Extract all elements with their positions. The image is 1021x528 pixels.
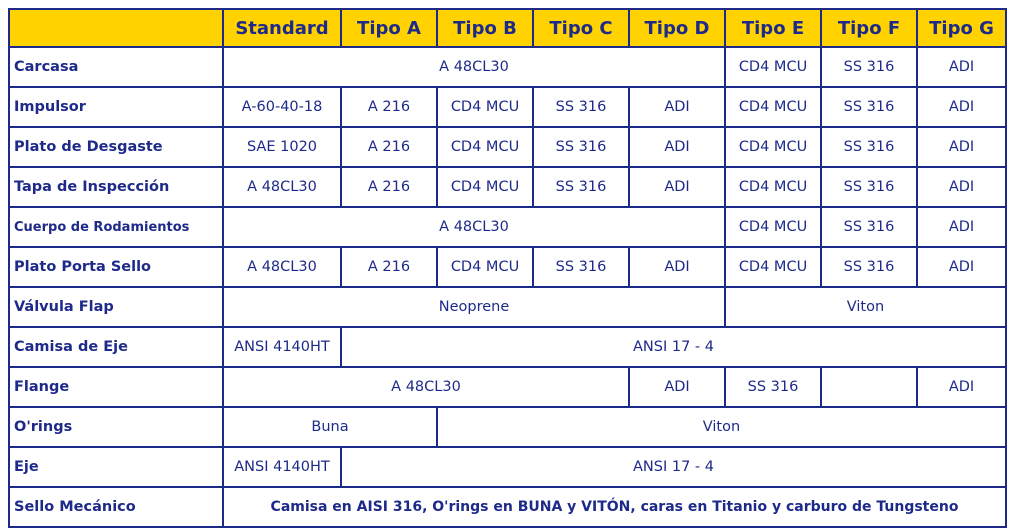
row-label: Impulsor (9, 87, 223, 127)
header-tipo-b: Tipo B (437, 9, 533, 47)
table-cell: SS 316 (533, 247, 629, 287)
table-cell: SS 316 (533, 127, 629, 167)
table-cell: SS 316 (725, 367, 821, 407)
row-label: Plato de Desgaste (9, 127, 223, 167)
table-cell: CD4 MCU (437, 87, 533, 127)
table-cell: ADI (629, 367, 725, 407)
table-cell: A 48CL30 (223, 47, 725, 87)
row-label: Tapa de Inspección (9, 167, 223, 207)
row-label: Eje (9, 447, 223, 487)
table-row (9, 247, 1006, 287)
table-cell: ANSI 4140HT (223, 327, 341, 367)
table-cell: Camisa en AISI 316, O'rings en BUNA y VITÓN, caras en Titanio y carburo de Tungsteno (223, 487, 1006, 527)
header-tipo-d: Tipo D (629, 9, 725, 47)
table-cell: A 216 (341, 247, 437, 287)
table-cell: SAE 1020 (223, 127, 341, 167)
table-row (9, 207, 1006, 247)
table-cell (821, 367, 917, 407)
table-row (9, 287, 1006, 327)
table-cell: ADI (917, 247, 1006, 287)
table-row (9, 87, 1006, 127)
table-cell: A-60-40-18 (223, 87, 341, 127)
header-tipo-c: Tipo C (533, 9, 629, 47)
table-cell: ADI (917, 207, 1006, 247)
table-cell: CD4 MCU (725, 207, 821, 247)
row-label: Carcasa (9, 47, 223, 87)
table-cell: CD4 MCU (437, 167, 533, 207)
table-cell: ANSI 4140HT (223, 447, 341, 487)
header-row (9, 9, 1006, 47)
table-cell: ADI (917, 87, 1006, 127)
table-cell: ADI (917, 127, 1006, 167)
table-cell: SS 316 (533, 167, 629, 207)
header-tipo-a: Tipo A (341, 9, 437, 47)
row-label: Camisa de Eje (9, 327, 223, 367)
table-cell: CD4 MCU (725, 167, 821, 207)
materials-table (8, 8, 1007, 528)
table-cell: CD4 MCU (725, 247, 821, 287)
table-cell: CD4 MCU (725, 47, 821, 87)
table-cell: A 216 (341, 127, 437, 167)
header-tipo-f: Tipo F (821, 9, 917, 47)
table-cell: ADI (629, 167, 725, 207)
header-standard: Standard (223, 9, 341, 47)
table-cell: SS 316 (821, 207, 917, 247)
row-label: Plato Porta Sello (9, 247, 223, 287)
table-cell: ADI (917, 167, 1006, 207)
header-tipo-g: Tipo G (917, 9, 1006, 47)
row-label: O'rings (9, 407, 223, 447)
table-cell: A 216 (341, 87, 437, 127)
table-row (9, 367, 1006, 407)
table-cell: SS 316 (821, 167, 917, 207)
table-cell: ANSI 17 - 4 (341, 327, 1006, 367)
table-cell: A 48CL30 (223, 167, 341, 207)
table-cell: SS 316 (821, 247, 917, 287)
table-cell: SS 316 (821, 87, 917, 127)
table-cell: ADI (629, 87, 725, 127)
table-cell: ADI (629, 247, 725, 287)
table-row (9, 407, 1006, 447)
table-cell: SS 316 (821, 47, 917, 87)
table-cell: Viton (725, 287, 1006, 327)
table-row (9, 167, 1006, 207)
table-cell: Neoprene (223, 287, 725, 327)
table-row (9, 327, 1006, 367)
table-cell: CD4 MCU (437, 127, 533, 167)
table-cell: SS 316 (821, 127, 917, 167)
row-label: Válvula Flap (9, 287, 223, 327)
table-cell: ANSI 17 - 4 (341, 447, 1006, 487)
table-cell: SS 316 (533, 87, 629, 127)
table-cell: CD4 MCU (725, 87, 821, 127)
row-label: Sello Mecánico (9, 487, 223, 527)
table-cell: CD4 MCU (437, 247, 533, 287)
table-cell: Viton (437, 407, 1006, 447)
table-cell: ADI (629, 127, 725, 167)
table-cell: ADI (917, 47, 1006, 87)
table-cell: ADI (917, 367, 1006, 407)
table-row (9, 487, 1006, 527)
table-cell: A 216 (341, 167, 437, 207)
table-row (9, 127, 1006, 167)
row-label: Flange (9, 367, 223, 407)
header-corner (9, 9, 223, 47)
table-cell: Buna (223, 407, 437, 447)
table-cell: CD4 MCU (725, 127, 821, 167)
table-row (9, 47, 1006, 87)
table-cell: A 48CL30 (223, 367, 629, 407)
table-cell: A 48CL30 (223, 207, 725, 247)
table-cell: A 48CL30 (223, 247, 341, 287)
header-tipo-e: Tipo E (725, 9, 821, 47)
row-label: Cuerpo de Rodamientos (9, 207, 223, 247)
table-row (9, 447, 1006, 487)
